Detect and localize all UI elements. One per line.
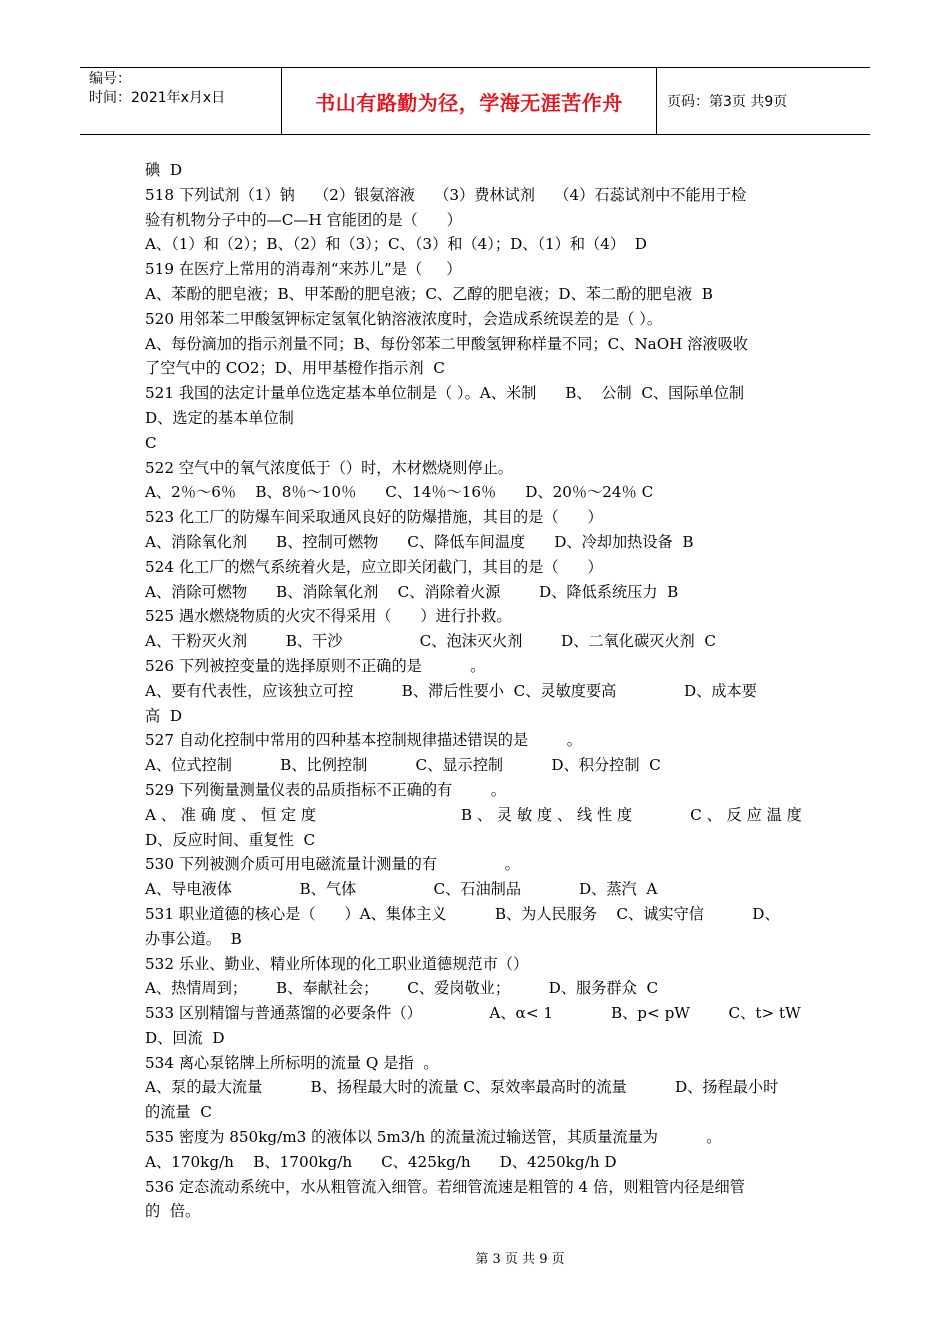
text-line: 526 下列被控变量的选择原则不正确的是 。: [145, 656, 486, 675]
text-line: 536 定态流动系统中，水从粗管流入细管。若细管流速是粗管的 4 倍，则粗管内径是细管: [145, 1177, 745, 1196]
text-line: 520 用邻苯二甲酸氢钾标定氢氧化钠溶液浓度时，会造成系统误差的是（ ）。: [145, 309, 663, 328]
text-line: A 、 准 确 度 、 恒 定 度 B 、 灵 敏 度 、 线 性 度 C 、 反 应 温 度: [145, 805, 802, 824]
text-line: 521 我国的法定计量单位选定基本单位制是（ ）。A、米制 B、 公制 C、国际单位制: [145, 384, 745, 403]
text-line: A、170kg/h B、1700kg/h C、425kg/h D、4250kg/h D: [145, 1152, 617, 1171]
document-header: [80, 67, 870, 135]
text-line: A、热情周到； B、奉献社会； C、爱岗敬业； D、服务群众 C: [145, 979, 659, 998]
text-line: 办事公道。 B: [145, 929, 242, 948]
text-line: 的 倍。: [145, 1202, 201, 1221]
text-line: A、要有代表性，应该独立可控 B、滞后性要小 C、灵敏度要高 D、成本要: [145, 681, 757, 700]
text-line: A、导电液体 B、气体 C、石油制品 D、蒸汽 A: [145, 880, 658, 899]
header-page-cell: [657, 68, 870, 134]
text-line: 验有机物分子中的—C—H 官能团的是（ ）: [145, 210, 462, 229]
page-footer: [0, 1248, 950, 1267]
text-line: A、2％～6％ B、8％～10％ C、14％～16％ D、20％～24％ C: [145, 483, 654, 502]
text-line: A、苯酚的肥皂液；B、甲苯酚的肥皂液；C、乙醇的肥皂液；D、苯二酚的肥皂液 B: [145, 284, 713, 303]
text-line: 533 区别精馏与普通蒸馏的必要条件（） A、α< 1 B、p< pW C、t> tW: [145, 1004, 801, 1023]
text-line: A、每份滴加的指示剂量不同；B、每份邻苯二甲酸氢钾称样量不同；C、NaOH 溶液吸收: [145, 334, 748, 353]
document-number: 编号：: [89, 71, 131, 87]
header-page-number: 页码：第3页 共9页: [667, 94, 788, 110]
text-line: 529 下列衡量测量仪表的品质指标不正确的有 。: [145, 780, 506, 799]
text-line: A、干粉灭火剂 B、干沙 C、泡沫灭火剂 D、二氧化碳灭火剂 C: [145, 632, 716, 651]
text-line: A、（1）和（2）；B、（2）和（3）；C、（3）和（4）；D、（1）和（4） D: [145, 235, 647, 254]
text-line: D、回流 D: [145, 1028, 225, 1047]
text-line: A、位式控制 B、比例控制 C、显示控制 D、积分控制 C: [145, 756, 661, 775]
header-motto: 书山有路勤为径，学海无涯苦作舟: [315, 90, 623, 115]
text-line: 碘 D: [145, 161, 183, 179]
text-line: 530 下列被测介质可用电磁流量计测量的有 。: [145, 855, 520, 874]
text-line: 525 遇水燃烧物质的火灾不得采用（ ）进行扑救。: [145, 607, 512, 626]
text-line: 518 下列试剂（1）钠 （2）银氨溶液 （3）费林试剂 （4）石蕊试剂中不能用于检: [145, 185, 747, 204]
text-line: 532 乐业、勤业、精业所体现的化工职业道德规范市（）: [145, 954, 529, 973]
text-line: 522 空气中的氧气浓度低于（）时，木材燃烧则停止。: [145, 458, 513, 477]
text-line: 527 自动化控制中常用的四种基本控制规律描述错误的是 。: [145, 731, 582, 750]
text-line: 535 密度为 850kg/m3 的液体以 5m3/h 的流量流过输送管，其质量流量为 。: [145, 1128, 722, 1147]
header-meta-cell: [80, 68, 282, 134]
text-line: 519 在医疗上常用的消毒剂“来苏儿”是（ ）: [145, 260, 462, 279]
text-line: 523 化工厂的防爆车间采取通风良好的防爆措施，其目的是（ ）: [145, 508, 603, 527]
text-line: D、反应时间、重复性 C: [145, 830, 316, 849]
text-line: 524 化工厂的燃气系统着火是，应立即关闭截门，其目的是（ ）: [145, 557, 603, 576]
text-line: 高 D: [145, 706, 183, 725]
text-line: D、选定的基本单位制: [145, 408, 294, 427]
text-line: 了空气中的 CO2；D、用甲基橙作指示剂 C: [145, 359, 445, 378]
document-date: 时间：2021年x月x日: [89, 90, 226, 106]
text-line: A、泵的最大流量 B、扬程最大时的流量 C、泵效率最高时的流量 D、扬程最小时: [145, 1078, 779, 1097]
text-line: A、消除可燃物 B、消除氧化剂 C、消除着火源 D、降低系统压力 B: [145, 582, 679, 601]
document-body: [145, 158, 807, 1224]
text-line: 534 离心泵铭牌上所标明的流量 Q 是指 。: [145, 1053, 439, 1072]
text-line: C: [145, 433, 157, 452]
text-line: A、消除氧化剂 B、控制可燃物 C、降低车间温度 D、冷却加热设备 B: [145, 532, 694, 551]
text-line: 的流量 C: [145, 1103, 212, 1122]
header-motto-cell: [282, 68, 657, 134]
text-line: 531 职业道德的核心是（ ）A、集体主义 B、为人民服务 C、诚实守信 D、: [145, 904, 780, 923]
footer-page-number: 第 3 页 共 9 页: [475, 1252, 565, 1267]
